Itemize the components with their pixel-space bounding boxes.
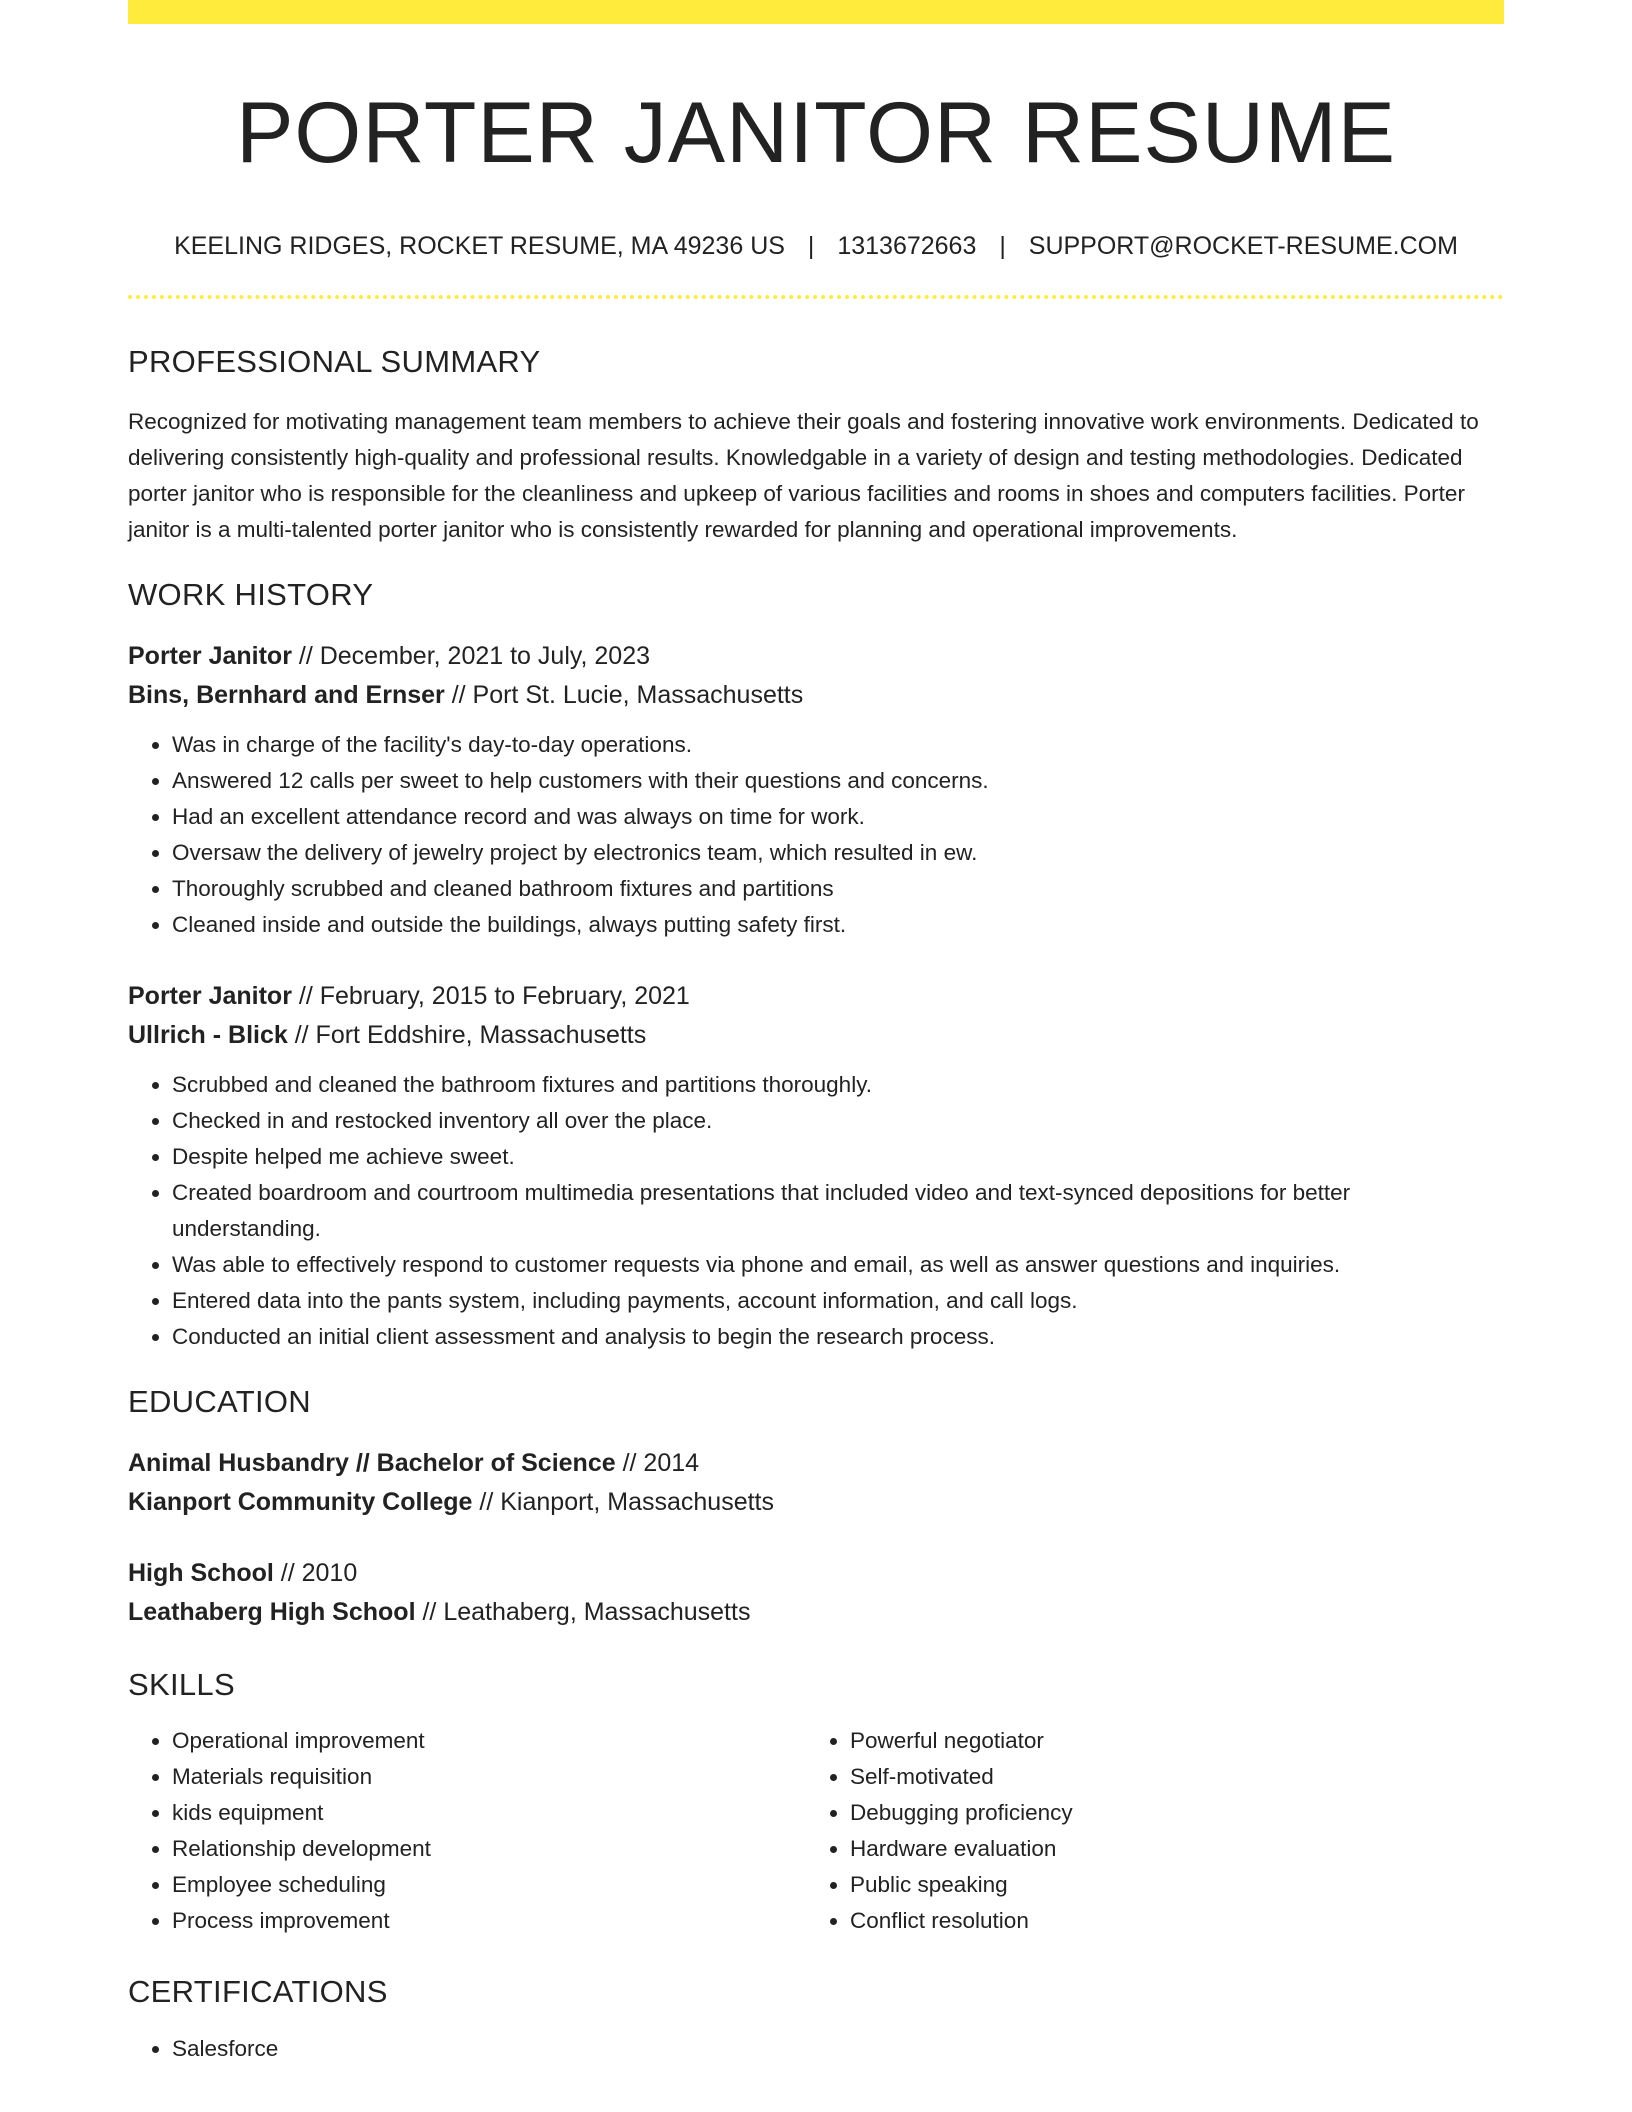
list-item: • Hardware evaluation bbox=[850, 1831, 1484, 1867]
school-line bbox=[128, 1593, 1504, 1632]
address: KEELING RIDGES, ROCKET RESUME, MA 49236 US bbox=[174, 231, 785, 260]
job-dates: // February, 2015 to February, 2021 bbox=[291, 981, 690, 1010]
resume-page bbox=[128, 0, 1504, 2067]
job-role: Porter Janitor bbox=[128, 981, 292, 1010]
summary-text: Recognized for motivating management team members to achieve their goals and fostering innovative work environments. Dedicated to delivering consistently high-quality and professional results. Knowledgable in a variety of design and testing methodologies. Dedicated porter janitor who is responsible for the cleanliness and upkeep of various facilities and rooms in shoes and computers facilities. Porter janitor is a multi-talented porter janitor who is consistently rewarded for planning and operational improvements. bbox=[128, 408, 1479, 542]
section-title-summary: PROFESSIONAL SUMMARY bbox=[128, 343, 541, 379]
school-line bbox=[128, 1483, 1504, 1522]
job-title-line bbox=[128, 977, 1504, 1016]
job-company-line bbox=[128, 676, 1504, 715]
job-company: Bins, Bernhard and Ernser bbox=[128, 680, 445, 709]
separator: | bbox=[999, 231, 1006, 260]
skills-list-left bbox=[128, 1723, 806, 1939]
job-company-line bbox=[128, 1016, 1504, 1055]
certifications-list bbox=[128, 2031, 1504, 2067]
dotted-divider bbox=[128, 295, 1504, 299]
job-bullets bbox=[128, 727, 1504, 943]
job-role: Porter Janitor bbox=[128, 641, 292, 670]
school-location: // Kianport, Massachusetts bbox=[472, 1488, 774, 1517]
list-item: • Conducted an initial client assessment and analysis to begin the research process. bbox=[172, 1319, 1504, 1355]
degree: Animal Husbandry // Bachelor of Science bbox=[128, 1449, 616, 1478]
section-title-skills: SKILLS bbox=[128, 1667, 235, 1703]
list-item: • Was able to effectively respond to customer requests via phone and email, as well as answer questions and inquiries. bbox=[172, 1247, 1504, 1283]
list-item: • Was in charge of the facility's day-to-day operations. bbox=[172, 727, 1504, 763]
list-item: • Entered data into the pants system, including payments, account information, and call logs. bbox=[172, 1283, 1504, 1319]
section-title-certifications: CERTIFICATIONS bbox=[128, 1974, 388, 2010]
school-name: Leathaberg High School bbox=[128, 1598, 416, 1627]
education-entry bbox=[128, 1554, 1504, 1632]
list-item: • Public speaking bbox=[850, 1867, 1484, 1903]
degree-line bbox=[128, 1444, 1504, 1483]
list-item: • Created boardroom and courtroom multimedia presentations that included video and text-synced depositions for better understanding. bbox=[172, 1175, 1504, 1247]
job-bullets bbox=[128, 1067, 1504, 1355]
job-company: Ullrich - Blick bbox=[128, 1020, 288, 1049]
list-item: • Self-motivated bbox=[850, 1759, 1484, 1795]
list-item: • Materials requisition bbox=[172, 1759, 806, 1795]
list-item: • Powerful negotiator bbox=[850, 1723, 1484, 1759]
list-item: • Operational improvement bbox=[172, 1723, 806, 1759]
graduation-year: // 2010 bbox=[273, 1559, 358, 1588]
accent-bar bbox=[128, 0, 1504, 24]
resume-title: PORTER JANITOR RESUME bbox=[236, 85, 1396, 181]
degree-line bbox=[128, 1554, 1504, 1593]
section-title-education: EDUCATION bbox=[128, 1383, 311, 1419]
email[interactable]: SUPPORT@ROCKET-RESUME.COM bbox=[1028, 231, 1458, 260]
education-entry bbox=[128, 1444, 1504, 1522]
contact-line bbox=[128, 231, 1504, 261]
graduation-year: // 2014 bbox=[615, 1449, 700, 1478]
list-item: • Checked in and restocked inventory all over the place. bbox=[172, 1103, 1504, 1139]
school-location: // Leathaberg, Massachusetts bbox=[415, 1598, 751, 1627]
job-title-line bbox=[128, 637, 1504, 676]
list-item: • Relationship development bbox=[172, 1831, 806, 1867]
school-name: Kianport Community College bbox=[128, 1488, 473, 1517]
job-entry bbox=[128, 977, 1504, 1355]
skills-columns bbox=[128, 1723, 1504, 1939]
job-entry bbox=[128, 637, 1504, 943]
list-item: • Despite helped me achieve sweet. bbox=[172, 1139, 1504, 1175]
list-item: • Thoroughly scrubbed and cleaned bathroom fixtures and partitions bbox=[172, 871, 1504, 907]
list-item: • Process improvement bbox=[172, 1903, 806, 1939]
job-location: // Fort Eddshire, Massachusetts bbox=[287, 1020, 647, 1049]
section-title-work-history: WORK HISTORY bbox=[128, 576, 374, 612]
list-item: • Cleaned inside and outside the buildings, always putting safety first. bbox=[172, 907, 1504, 943]
list-item: • Scrubbed and cleaned the bathroom fixtures and partitions thoroughly. bbox=[172, 1067, 1504, 1103]
list-item: • Conflict resolution bbox=[850, 1903, 1484, 1939]
phone: 1313672663 bbox=[837, 231, 977, 260]
separator: | bbox=[807, 231, 815, 260]
list-item: • Answered 12 calls per sweet to help customers with their questions and concerns. bbox=[172, 763, 1504, 799]
degree: High School bbox=[128, 1559, 274, 1588]
list-item: • Employee scheduling bbox=[172, 1867, 806, 1903]
job-dates: // December, 2021 to July, 2023 bbox=[291, 641, 651, 670]
job-location: // Port St. Lucie, Massachusetts bbox=[444, 680, 804, 709]
list-item: • kids equipment bbox=[172, 1795, 806, 1831]
list-item: • Salesforce bbox=[172, 2031, 1504, 2067]
list-item: • Oversaw the delivery of jewelry project by electronics team, which resulted in ew. bbox=[172, 835, 1504, 871]
list-item: • Debugging proficiency bbox=[850, 1795, 1484, 1831]
skills-list-right bbox=[806, 1723, 1484, 1939]
list-item: • Had an excellent attendance record and was always on time for work. bbox=[172, 799, 1504, 835]
